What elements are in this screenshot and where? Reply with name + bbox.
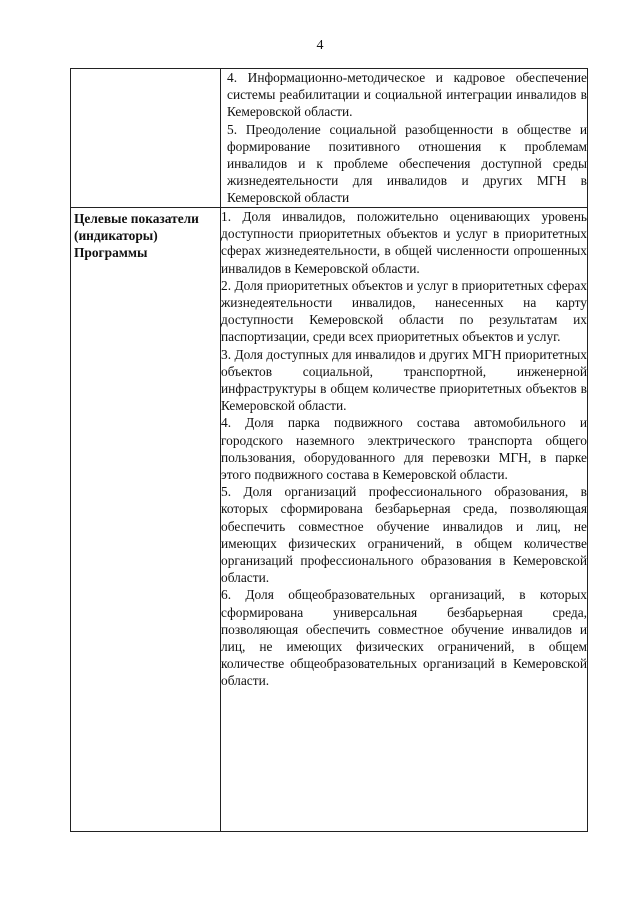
indicator-item-6: 6. Доля общеобразовательных организаций, в которых сформирована универсальная безбарьерная среда, позволяющая обеспечить совместное обучение инвалидов и лиц, не имеющих физических ограничений, в общем количестве общеобразовательных организаций в Кемеровской области. — [221, 587, 587, 689]
page-number: 4 — [316, 38, 324, 53]
indicators-label: Целевые показатели (индикаторы) Программы — [74, 211, 199, 261]
indicators-list-cell — [221, 208, 588, 832]
tasks-continuation-row — [71, 69, 588, 208]
indicator-item-4: 4. Доля парка подвижного состава автомобильного и городского наземного электрического транспорта общего пользования, оборудованного для перевозки МГН, в парке этого подвижного состава в Кемеровской области. — [221, 415, 587, 483]
indicator-item-2: 2. Доля приоритетных объектов и услуг в приоритетных сферах жизнедеятельности инвалидов, нанесенных на карту доступности Кемеровской области по результатам их паспортизации, среди всех приоритетных объектов и услуг. — [221, 277, 587, 345]
indicator-item-5: 5. Доля организаций профессионального образования, в которых сформирована безбарьерная среда, позволяющая обеспечить совместное обучение инвалидов и лиц, не имеющих физических ограничений, в общем количестве организаций профессионального образования в Кемеровской области. — [221, 484, 587, 586]
indicators-label-cell — [71, 208, 221, 832]
indicator-item-3: 3. Доля доступных для инвалидов и других МГН приоритетных объектов социальной, транспортной, инженерной инфраструктуры в общем количестве приоритетных объектов в Кемеровской области. — [221, 346, 587, 414]
indicator-item-1: 1. Доля инвалидов, положительно оценивающих уровень доступности приоритетных объектов и услуг в приоритетных сферах жизнедеятельности, в общей численности опрошенных инвалидов в Кемеровской области. — [221, 209, 587, 276]
tasks-left-cell — [71, 69, 221, 208]
task-item-5: 5. Преодоление социальной разобщенности в обществе и формирование позитивного отношения к проблемам инвалидов и к проблеме обеспечения доступной среды жизнедеятельности для инвалидов и других МГН в Кемеровской области — [227, 121, 587, 206]
tasks-right-cell — [221, 69, 588, 208]
program-passport-table — [70, 68, 588, 832]
indicators-row — [71, 208, 588, 832]
task-item-4: 4. Информационно-методическое и кадровое обеспечение системы реабилитации и социальной интеграции инвалидов в Кемеровской области. — [227, 70, 587, 120]
